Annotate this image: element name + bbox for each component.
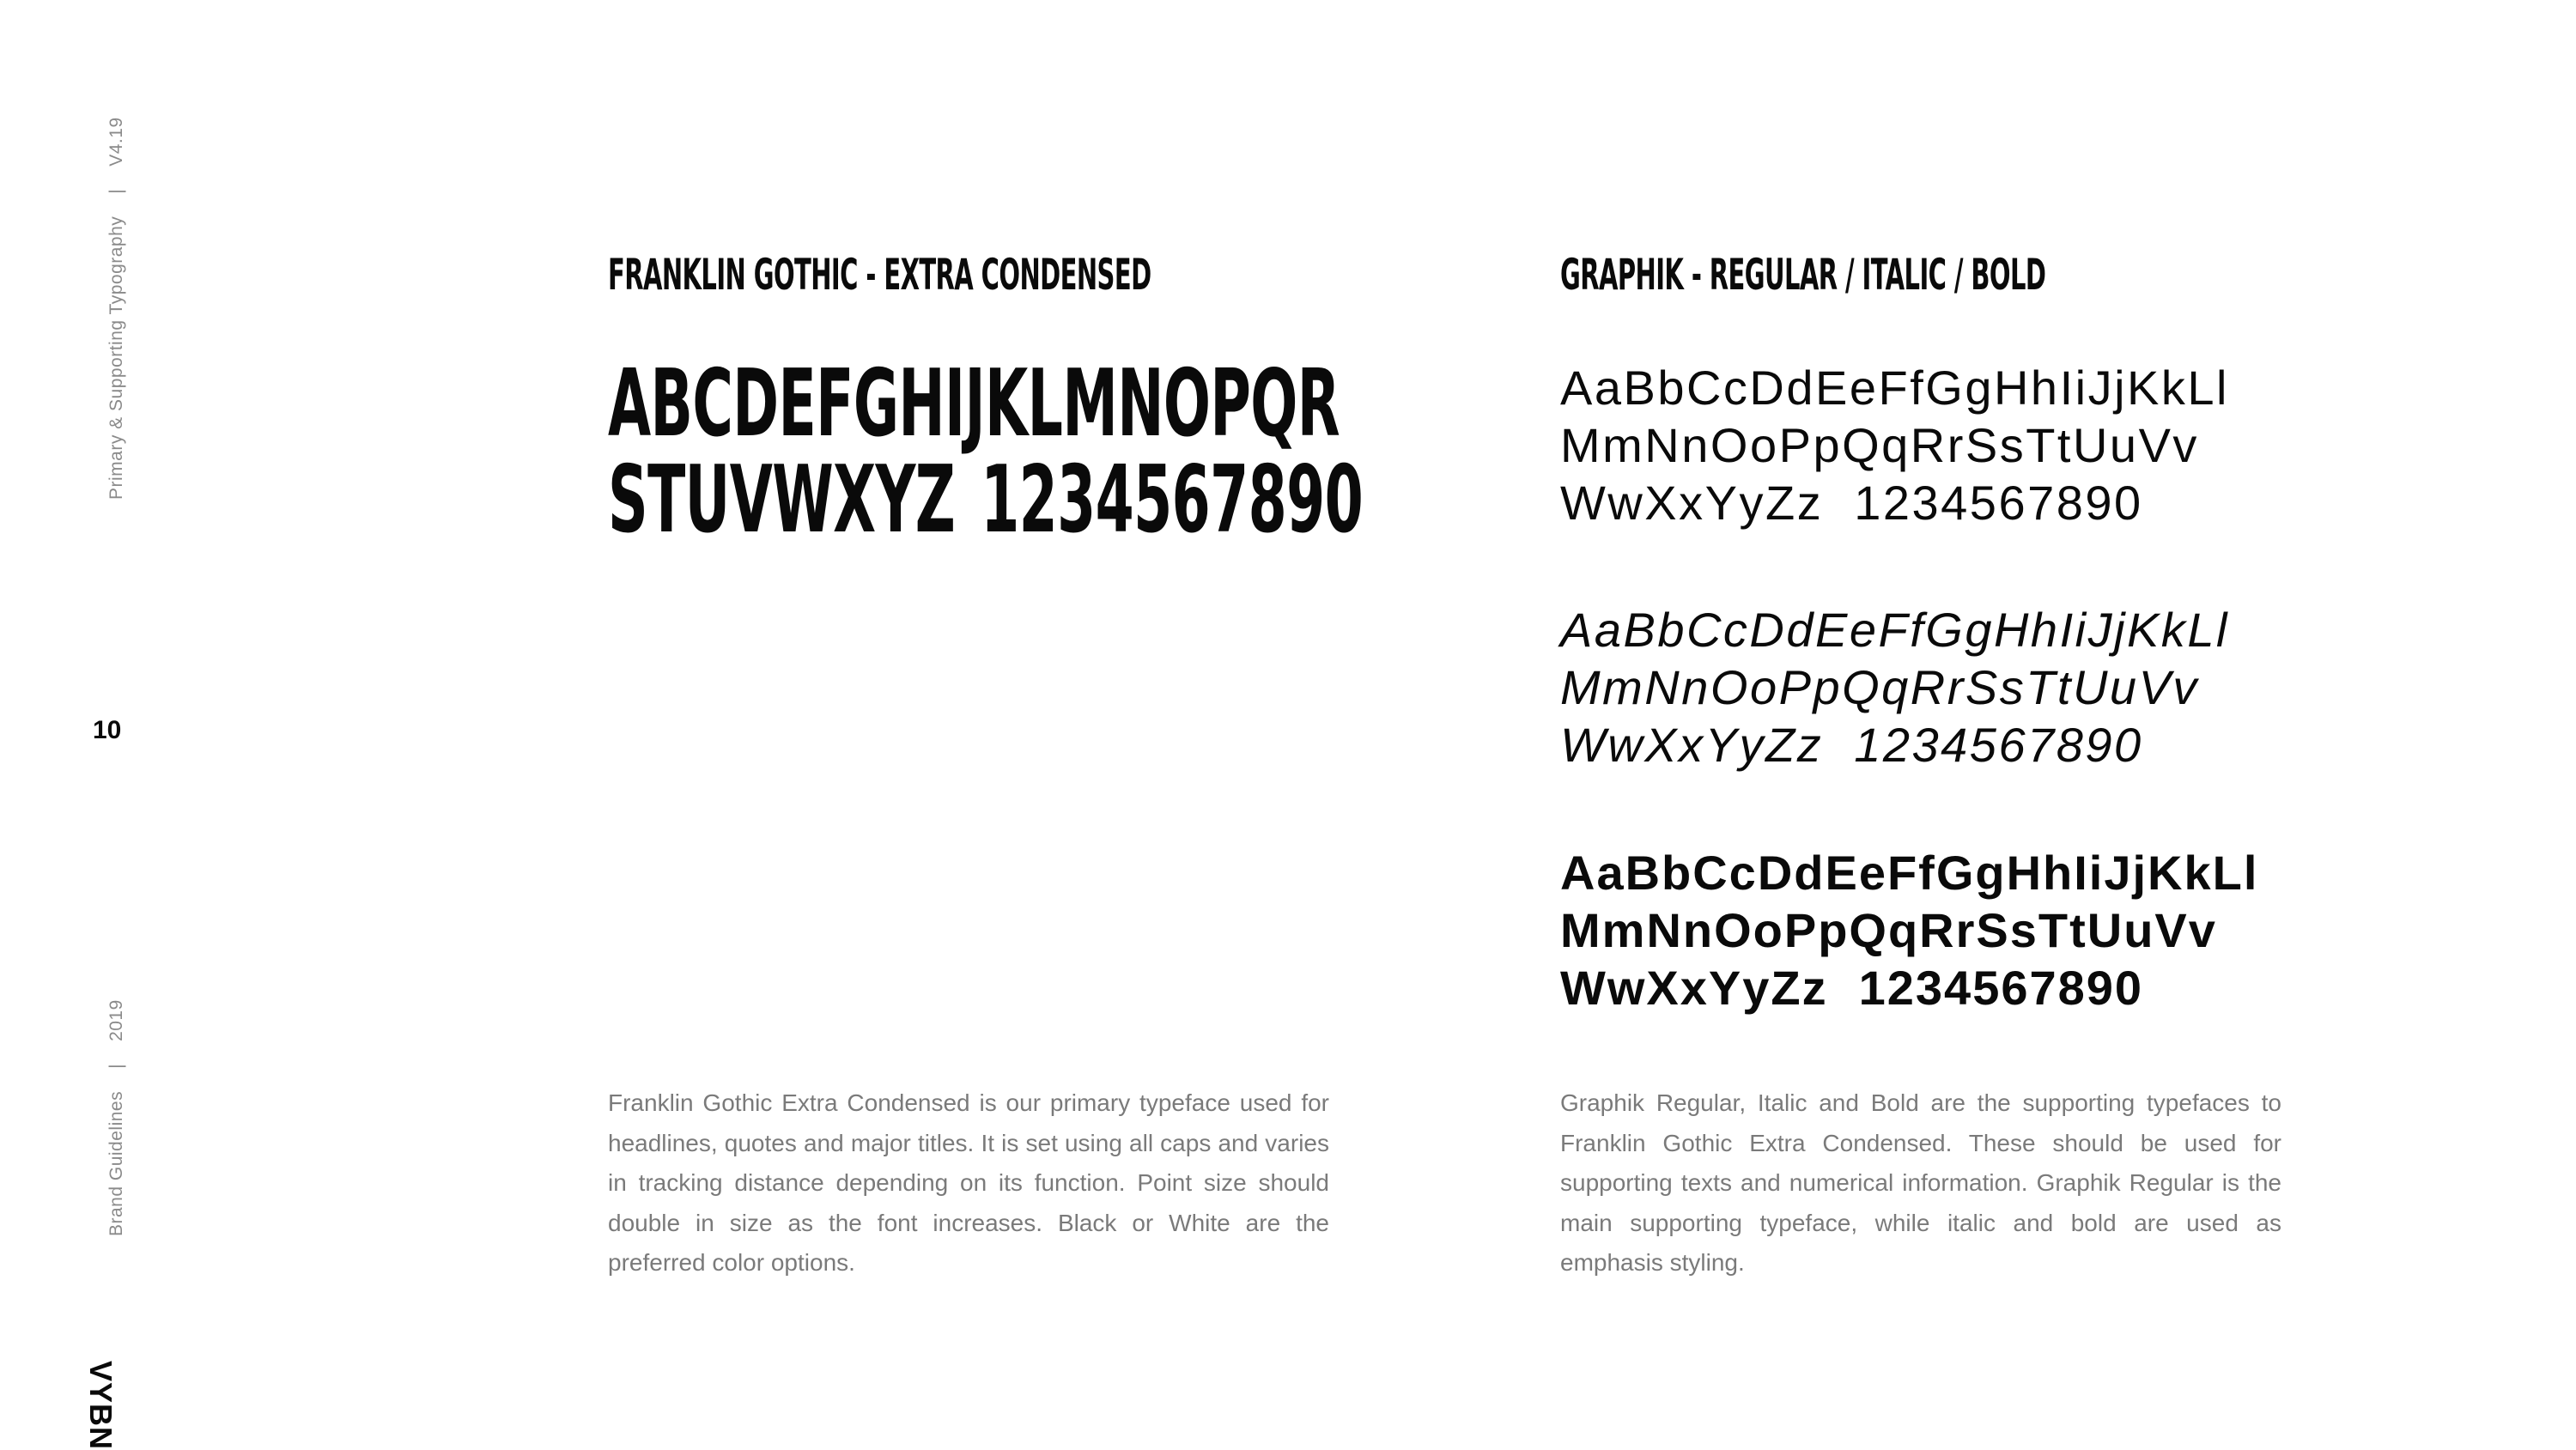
specimen-line: AaBbCcDdEeFfGgHhIiJjKkLl (1560, 846, 2259, 900)
specimen-line: ABCDEFGHIJKLMNOPQR (608, 350, 1340, 458)
version-label: V4.19 (106, 117, 126, 167)
rail-section-label (106, 117, 127, 500)
specimen-numbers: 1234567890 (981, 446, 1364, 554)
specimen-letters: WwXxYyZz (1560, 961, 1828, 1015)
specimen-letters: WwXxYyZz (1560, 718, 1824, 772)
regular-specimen (1560, 359, 2229, 531)
specimen-numbers: 1234567890 (1854, 476, 2143, 530)
bold-specimen (1560, 844, 2258, 1016)
specimen-line: MmNnOoPpQqRrSsTtUuVv (1560, 660, 2199, 714)
rail-separator: | (106, 1063, 126, 1069)
italic-specimen (1560, 601, 2229, 774)
rail-separator: | (106, 188, 126, 194)
specimen-line: AaBbCcDdEeFfGgHhIiJjKkLl (1560, 361, 2229, 415)
section-title: Primary & Supporting Typography (106, 215, 126, 500)
specimen-line (1560, 474, 2229, 531)
specimen-numbers: 1234567890 (1854, 718, 2143, 772)
specimen-line (1560, 959, 2258, 1016)
primary-typeface-heading: FRANKLIN GOTHIC - EXTRA CONDENSED (608, 250, 1151, 300)
specimen-line: AaBbCcDdEeFfGgHhIiJjKkLl (1560, 603, 2229, 657)
specimen-letters: STUVWXYZ (608, 446, 956, 554)
supporting-typeface-heading: GRAPHIK - REGULAR / ITALIC / BOLD (1560, 250, 2046, 300)
specimen-numbers: 1234567890 (1858, 961, 2144, 1015)
document-title: Brand Guidelines (106, 1090, 126, 1236)
specimen-letters: WwXxYyZz (1560, 476, 1824, 530)
rail-document-label (106, 999, 127, 1236)
primary-typeface-specimen (608, 350, 1364, 554)
specimen-line (1560, 716, 2229, 774)
page-number: 10 (93, 716, 122, 744)
specimen-line (608, 446, 1364, 554)
specimen-line: MmNnOoPpQqRrSsTtUuVv (1560, 418, 2199, 472)
supporting-typeface-description: Graphik Regular, Italic and Bold are the supporting typefaces to Franklin Gothic Extra Condensed. These should be used for supporting texts and numerical information. Graphik Regular is the main supporting typeface, while italic and bold are used as emphasis styling. (1560, 1089, 2281, 1276)
year-label: 2019 (106, 999, 126, 1041)
primary-typeface-description: Franklin Gothic Extra Condensed is our primary typeface used for headlines, quotes and major titles. It is set using all caps and varies in tracking distance depending on its function. Point size should double in size as the font increases. Black or White are the preferred color options. (608, 1089, 1329, 1276)
specimen-line: MmNnOoPpQqRrSsTtUuVv (1560, 903, 2217, 957)
brand-logo: VYBN (83, 1361, 118, 1450)
